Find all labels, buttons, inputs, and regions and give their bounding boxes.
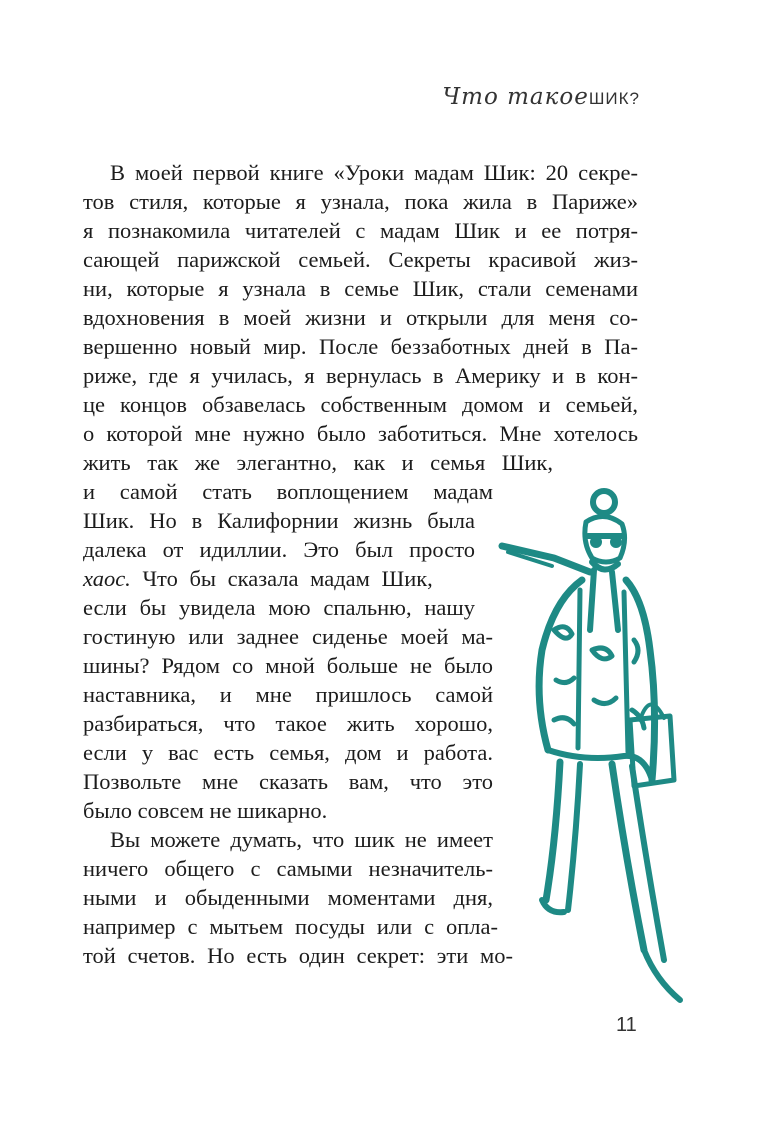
text-line: если у вас есть семья, дом и работа.	[83, 740, 493, 765]
text-line: если бы увидела мою спальню, нашу	[83, 595, 475, 620]
text-line: о которой мне нужно было заботиться. Мне хотелось	[83, 421, 638, 446]
text-line: сающей парижской семьей. Секреты красивой жиз-	[83, 247, 638, 272]
text-line: той счетов. Но есть один секрет: эти мо-	[83, 943, 513, 968]
text-line: гостиную или заднее сиденье моей ма-	[83, 624, 493, 649]
text-line: разбираться, что такое жить хорошо,	[83, 711, 493, 736]
text-line: и самой стать воплощением мадам	[83, 479, 493, 504]
text-line: це концов обзавелась собственным домом и семьей,	[83, 392, 638, 417]
text-line: вдохновения в моей жизни и открыли для меня со-	[83, 305, 638, 330]
emphasis-word: хаос.	[83, 566, 131, 591]
page-number: 11	[616, 1014, 637, 1036]
running-header-caps: ШИК?	[588, 89, 640, 108]
text-line: шины? Рядом со мной больше не было	[83, 653, 493, 678]
text-line: наставника, и мне пришлось самой	[83, 682, 493, 707]
text-line: В моей первой книге «Уроки мадам Шик: 20 секре-	[110, 160, 638, 185]
text-line: Шик. Но в Калифорнии жизнь была	[83, 508, 475, 533]
text-line: ными и обыденными моментами дня,	[83, 885, 493, 910]
text-line: было совсем не шикарно.	[83, 798, 328, 823]
text-line: далека от идиллии. Это был просто	[83, 537, 475, 562]
text-line: например с мытьем посуды или с опла-	[83, 914, 498, 939]
text-line: Вы можете думать, что шик не имеет	[110, 827, 493, 852]
text-line: риже, где я училась, я вернулась в Америку и в кон-	[83, 363, 638, 388]
text-line-rest: Что бы сказала мадам Шик,	[130, 566, 433, 591]
text-line: я познакомила читателей с мадам Шик и ее потря-	[83, 218, 638, 243]
text-line: жить так же элегантно, как и семья Шик,	[83, 450, 553, 475]
text-line: ни, которые я узнала в семье Шик, стали семенами	[83, 276, 638, 301]
text-line: вершенно новый мир. После беззаботных дней в Па-	[83, 334, 638, 359]
running-header	[442, 84, 640, 110]
text-line: ничего общего с самыми незначитель-	[83, 856, 493, 881]
running-header-script: Что такое	[442, 84, 589, 110]
fashion-sketch-illustration	[494, 480, 694, 1020]
text-line-mixed	[83, 564, 493, 593]
text-line: тов стиля, которые я узнала, пока жила в Париже»	[83, 189, 638, 214]
text-line: Позвольте мне сказать вам, что это	[83, 769, 493, 794]
